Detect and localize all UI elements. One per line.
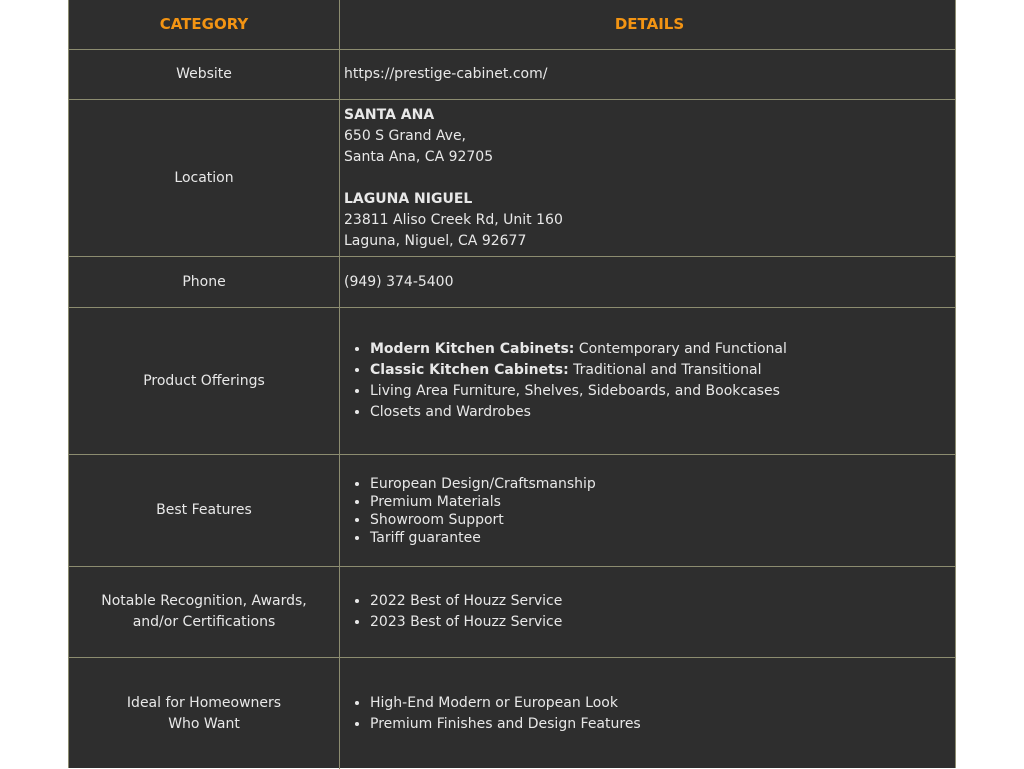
- list-item: • European Design/Craftsmanship: [370, 475, 955, 493]
- laguna-niguel-line1: 23811 Aliso Creek Rd, Unit 160: [344, 211, 563, 228]
- list-item: • 2023 Best of Houzz Service: [370, 612, 955, 633]
- laguna-niguel-name: LAGUNA NIGUEL: [344, 190, 473, 207]
- list-item: • Living Area Furniture, Shelves, Sideboards, and Bookcases: [370, 381, 955, 402]
- ideal-list: [344, 693, 955, 735]
- recognition-label: Notable Recognition, Awards, and/or Certifications: [69, 567, 340, 657]
- features-label: Best Features: [69, 455, 340, 566]
- location-label: Location: [69, 100, 340, 256]
- santa-ana-line1: 650 S Grand Ave,: [344, 127, 467, 144]
- row-recognition: [69, 567, 955, 658]
- list-item: • Showroom Support: [370, 511, 955, 529]
- row-location: [69, 100, 955, 257]
- list-item: • Modern Kitchen Cabinets: Contemporary and Functional: [370, 339, 955, 360]
- row-features: [69, 455, 955, 567]
- row-ideal: [69, 658, 955, 769]
- row-website: [69, 50, 955, 100]
- website-label: Website: [69, 50, 340, 99]
- list-item: • Tariff guarantee: [370, 529, 955, 547]
- features-list: [344, 475, 955, 547]
- phone-value: (949) 374-5400: [344, 273, 454, 290]
- list-item: • 2022 Best of Houzz Service: [370, 591, 955, 612]
- row-phone: [69, 257, 955, 308]
- list-item: • Closets and Wardrobes: [370, 402, 955, 423]
- santa-ana-name: SANTA ANA: [344, 106, 435, 123]
- comparison-table: [68, 0, 956, 768]
- list-item: • Classic Kitchen Cabinets: Traditional and Transitional: [370, 360, 955, 381]
- row-products: [69, 308, 955, 455]
- list-item: • Premium Finishes and Design Features: [370, 714, 955, 735]
- santa-ana-line2: Santa Ana, CA 92705: [344, 148, 494, 165]
- header-details: DETAILS: [614, 15, 685, 33]
- website-link[interactable]: https://prestige-cabinet.com/: [344, 66, 548, 82]
- table-header: [69, 0, 955, 50]
- header-category: CATEGORY: [69, 0, 340, 49]
- products-label: Product Offerings: [69, 308, 340, 454]
- list-item: • High-End Modern or European Look: [370, 693, 955, 714]
- phone-label: Phone: [69, 257, 340, 307]
- recognition-list: [344, 591, 955, 633]
- ideal-label: Ideal for Homeowners Who Want: [69, 658, 340, 769]
- list-item: • Premium Materials: [370, 493, 955, 511]
- location-details: [340, 100, 955, 256]
- products-list: [344, 339, 955, 423]
- laguna-niguel-line2: Laguna, Niguel, CA 92677: [344, 232, 527, 249]
